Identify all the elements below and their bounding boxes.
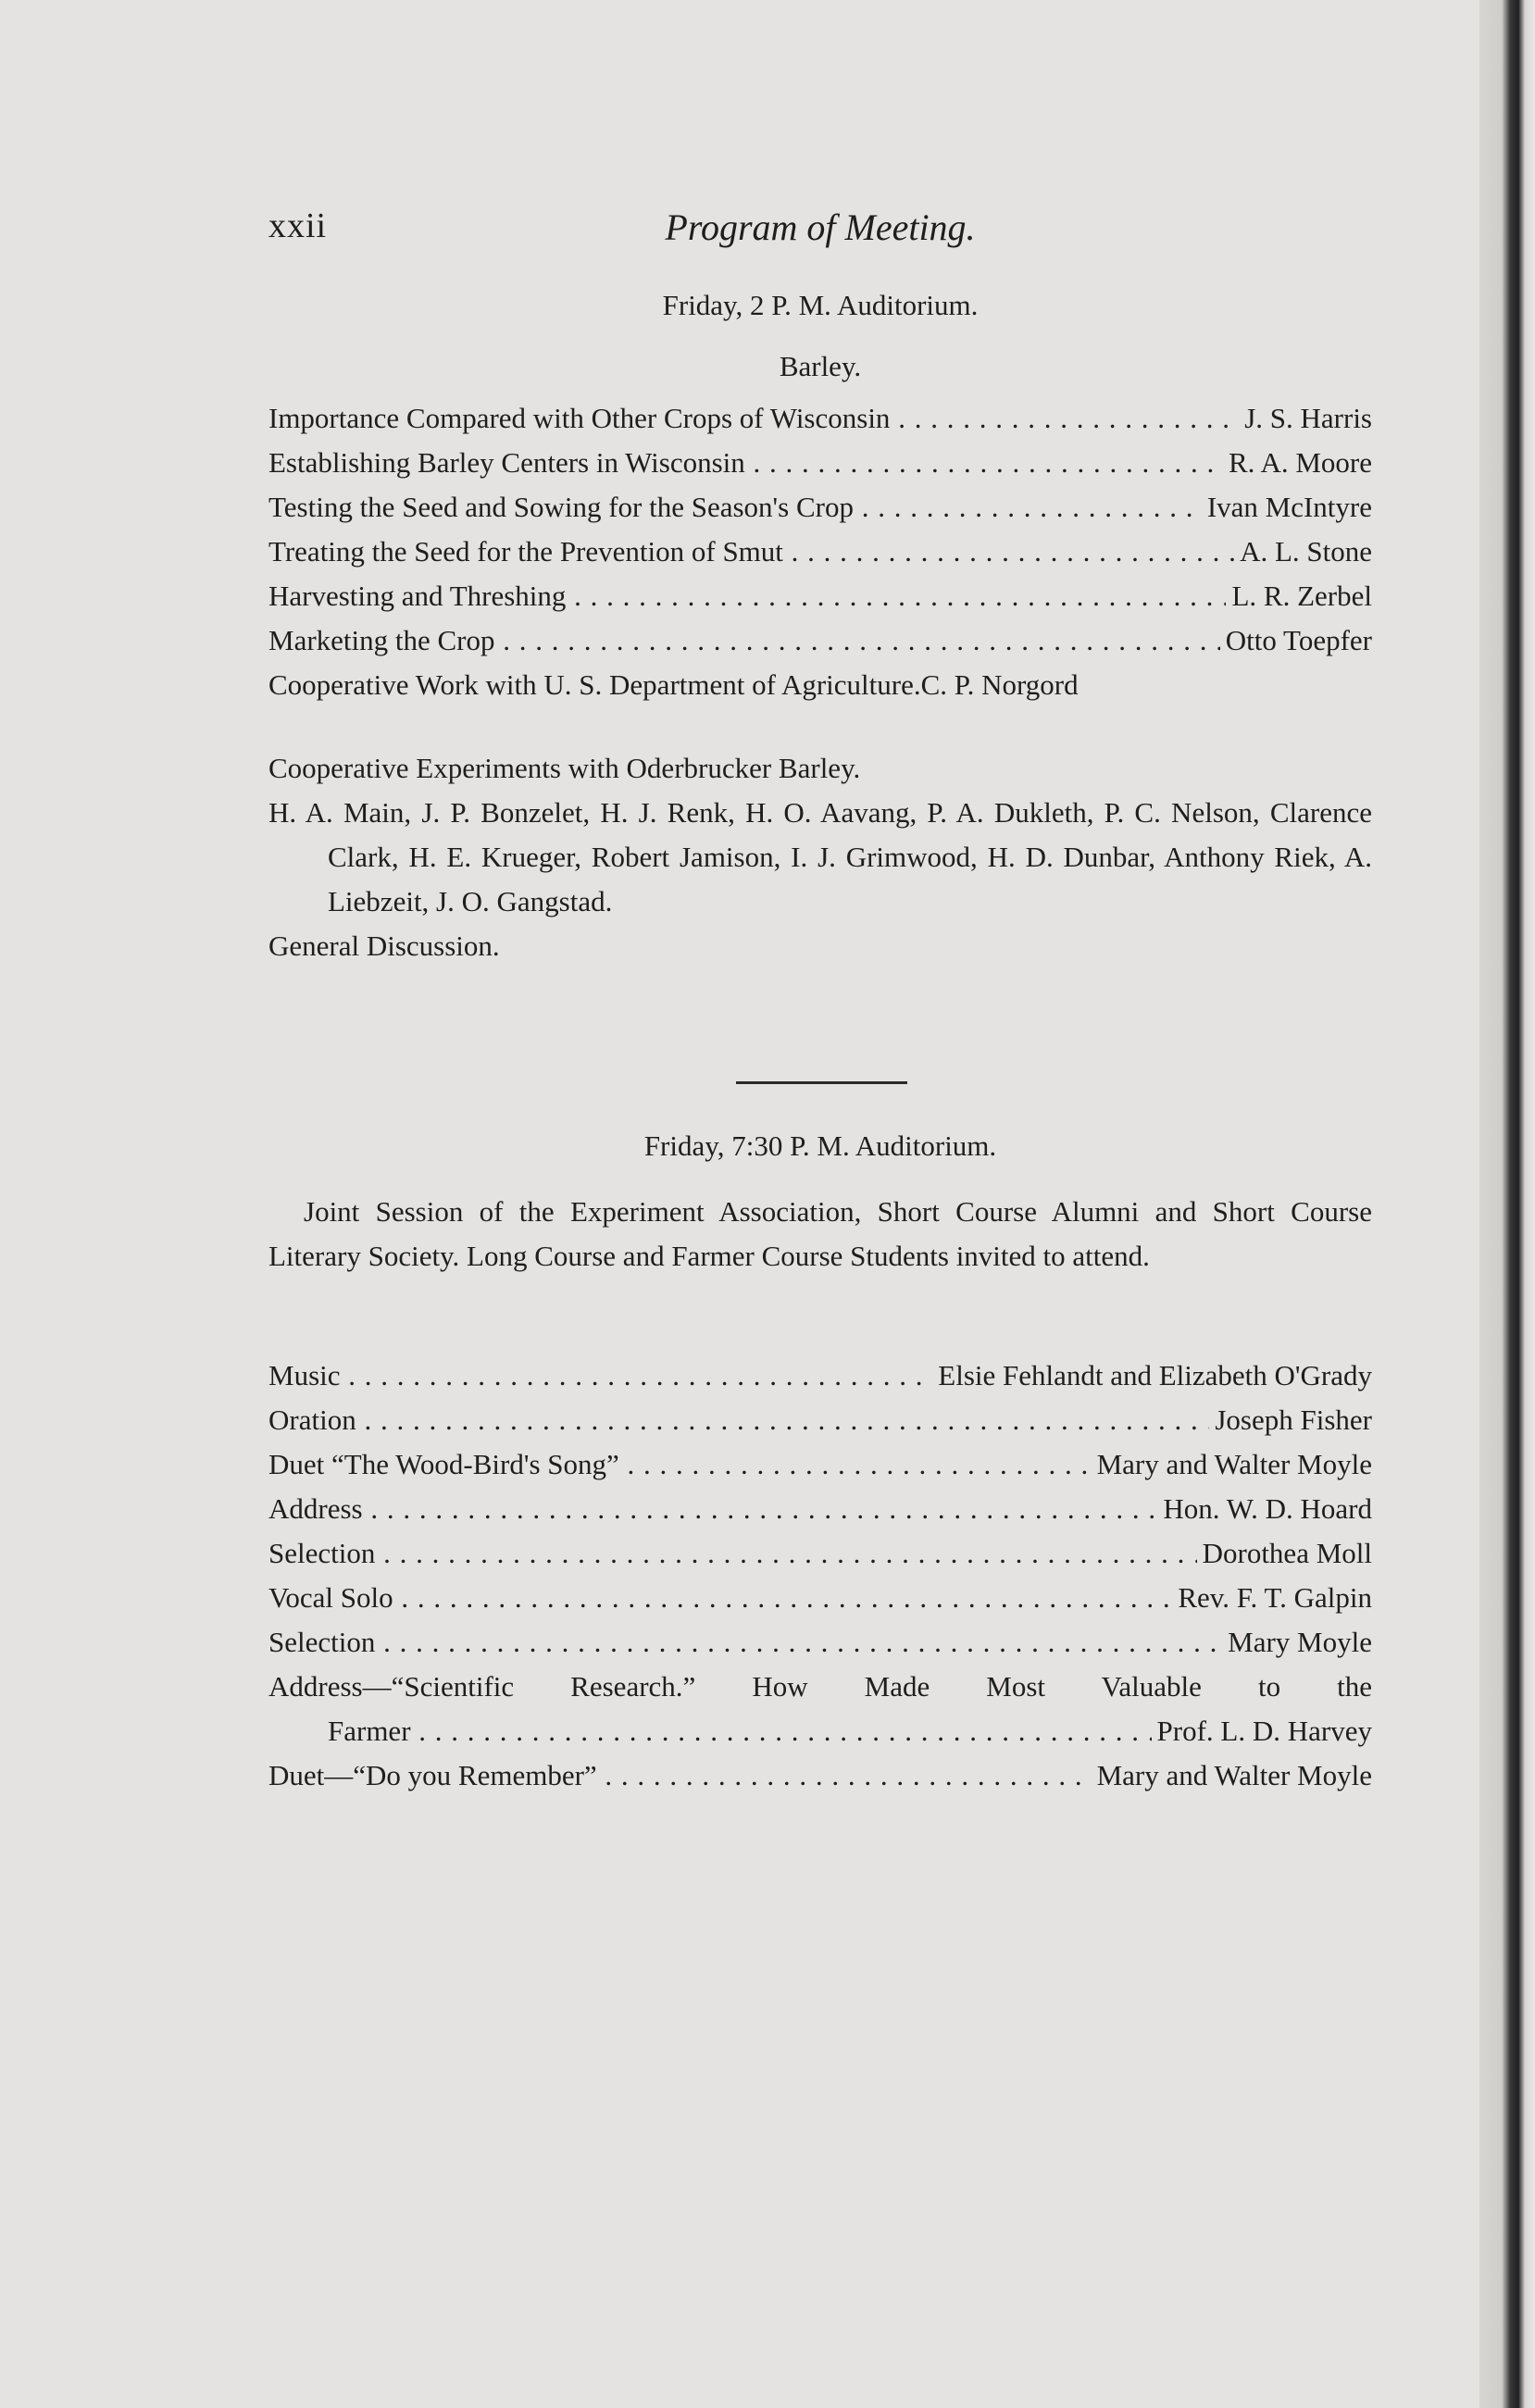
program-speaker: Ivan McIntyre [1206, 491, 1372, 523]
session1-program-list [268, 396, 1372, 707]
program-row [268, 1487, 1372, 1531]
program-title: Cooperative Work with U. S. Department of Agriculture. [268, 668, 921, 701]
program-row [268, 1753, 1372, 1798]
program-row-address-line2 [268, 1709, 1372, 1753]
program-row [268, 441, 1372, 485]
program-speaker: A. L. Stone [1240, 535, 1372, 568]
program-title: Address—“Scientific Research.” How Made Most Valuable to the [268, 1670, 1372, 1703]
program-title: Marketing the Crop . . . [268, 618, 1220, 663]
experimenters-list: H. A. Main, J. P. Bonzelet, H. J. Renk, H. O. Aavang, P. A. Dukleth, P. C. Nelson, Clarence Clark, H. E. Krueger, Robert Jamison, I. J. Grimwood, H. D. Dunbar, Anthony Riek, A. Liebzeit, J. O. Gangstad. [268, 796, 1372, 917]
program-title: Selection . . . [268, 1620, 1222, 1665]
program-speaker: C. P. Norgord [920, 668, 1079, 701]
session1-heading: Friday, 2 P. M. Auditorium. [662, 289, 979, 321]
experiments-heading: Cooperative Experiments with Oderbrucker Barley. [268, 752, 861, 784]
book-spine-shadow [1479, 0, 1535, 2408]
program-speaker: Mary and Walter Moyle [1096, 1759, 1372, 1791]
program-title: Importance Compared with Other Crops of Wisconsin . . . [268, 396, 1239, 441]
session2-heading: Friday, 7:30 P. M. Auditorium. [643, 1129, 997, 1162]
session2-intro-block [268, 1190, 1372, 1279]
page-header [268, 206, 1372, 261]
program-row [268, 530, 1372, 574]
program-row [268, 485, 1372, 530]
session2-program-list [268, 1354, 1372, 1798]
session1-topic: Barley. [779, 350, 862, 382]
program-row [268, 1398, 1372, 1442]
program-speaker: J. S. Harris [1244, 402, 1372, 434]
session2-heading-block [268, 1129, 1372, 1163]
program-row-address-line1 [268, 1665, 1372, 1709]
program-title: Harvesting and Threshing . . . [268, 574, 1226, 618]
section-divider [736, 1081, 907, 1084]
program-title: Establishing Barley Centers in Wisconsin . . . [268, 441, 1223, 485]
program-title: Music . . . [268, 1354, 932, 1398]
program-title: Oration . . . [268, 1398, 1209, 1442]
page-number: xxii [268, 206, 328, 245]
program-speaker: Elsie Fehlandt and Elizabeth O'Grady [938, 1359, 1372, 1391]
program-speaker: Dorothea Moll [1202, 1537, 1372, 1569]
session1-heading-block [268, 289, 1372, 322]
program-title: Selection . . . [268, 1531, 1197, 1576]
program-speaker: Mary and Walter Moyle [1096, 1448, 1372, 1480]
program-speaker: R. A. Moore [1229, 446, 1372, 479]
program-row [268, 574, 1372, 618]
program-speaker: Rev. F. T. Galpin [1178, 1581, 1372, 1614]
program-row [268, 618, 1372, 663]
running-title: Program of Meeting. [665, 206, 976, 248]
program-speaker: Joseph Fisher [1215, 1404, 1372, 1436]
program-row [268, 1354, 1372, 1398]
program-speaker: Mary Moyle [1228, 1626, 1372, 1658]
program-speaker: Prof. L. D. Harvey [1156, 1715, 1372, 1747]
program-row [268, 396, 1372, 441]
program-speaker: Hon. W. D. Hoard [1163, 1492, 1372, 1525]
program-title: Duet—“Do you Remember” . . . [268, 1753, 1092, 1798]
program-title: Treating the Seed for the Prevention of Smut . . . [268, 530, 1234, 574]
program-row [268, 1531, 1372, 1576]
experiments-section [268, 746, 1372, 968]
session1-topic-block [268, 350, 1372, 383]
program-row [268, 1576, 1372, 1620]
program-row [268, 1442, 1372, 1487]
program-row [268, 1620, 1372, 1665]
program-row [268, 663, 1372, 707]
program-title: Vocal Solo . . . [268, 1576, 1172, 1620]
program-speaker: L. R. Zerbel [1231, 580, 1372, 612]
program-title: Testing the Seed and Sowing for the Season's Crop . . . [268, 485, 1202, 530]
program-speaker: Otto Toepfer [1225, 624, 1372, 656]
program-title: Farmer . . . [328, 1709, 1152, 1753]
session2-intro: Joint Session of the Experiment Association, Short Course Alumni and Short Course Literary Society. Long Course and Farmer Course Students invited to attend. [268, 1195, 1372, 1272]
program-title: Address . . . [268, 1487, 1157, 1531]
program-title: Duet “The Wood-Bird's Song” . . . [268, 1442, 1092, 1487]
general-discussion: General Discussion. [268, 930, 500, 962]
